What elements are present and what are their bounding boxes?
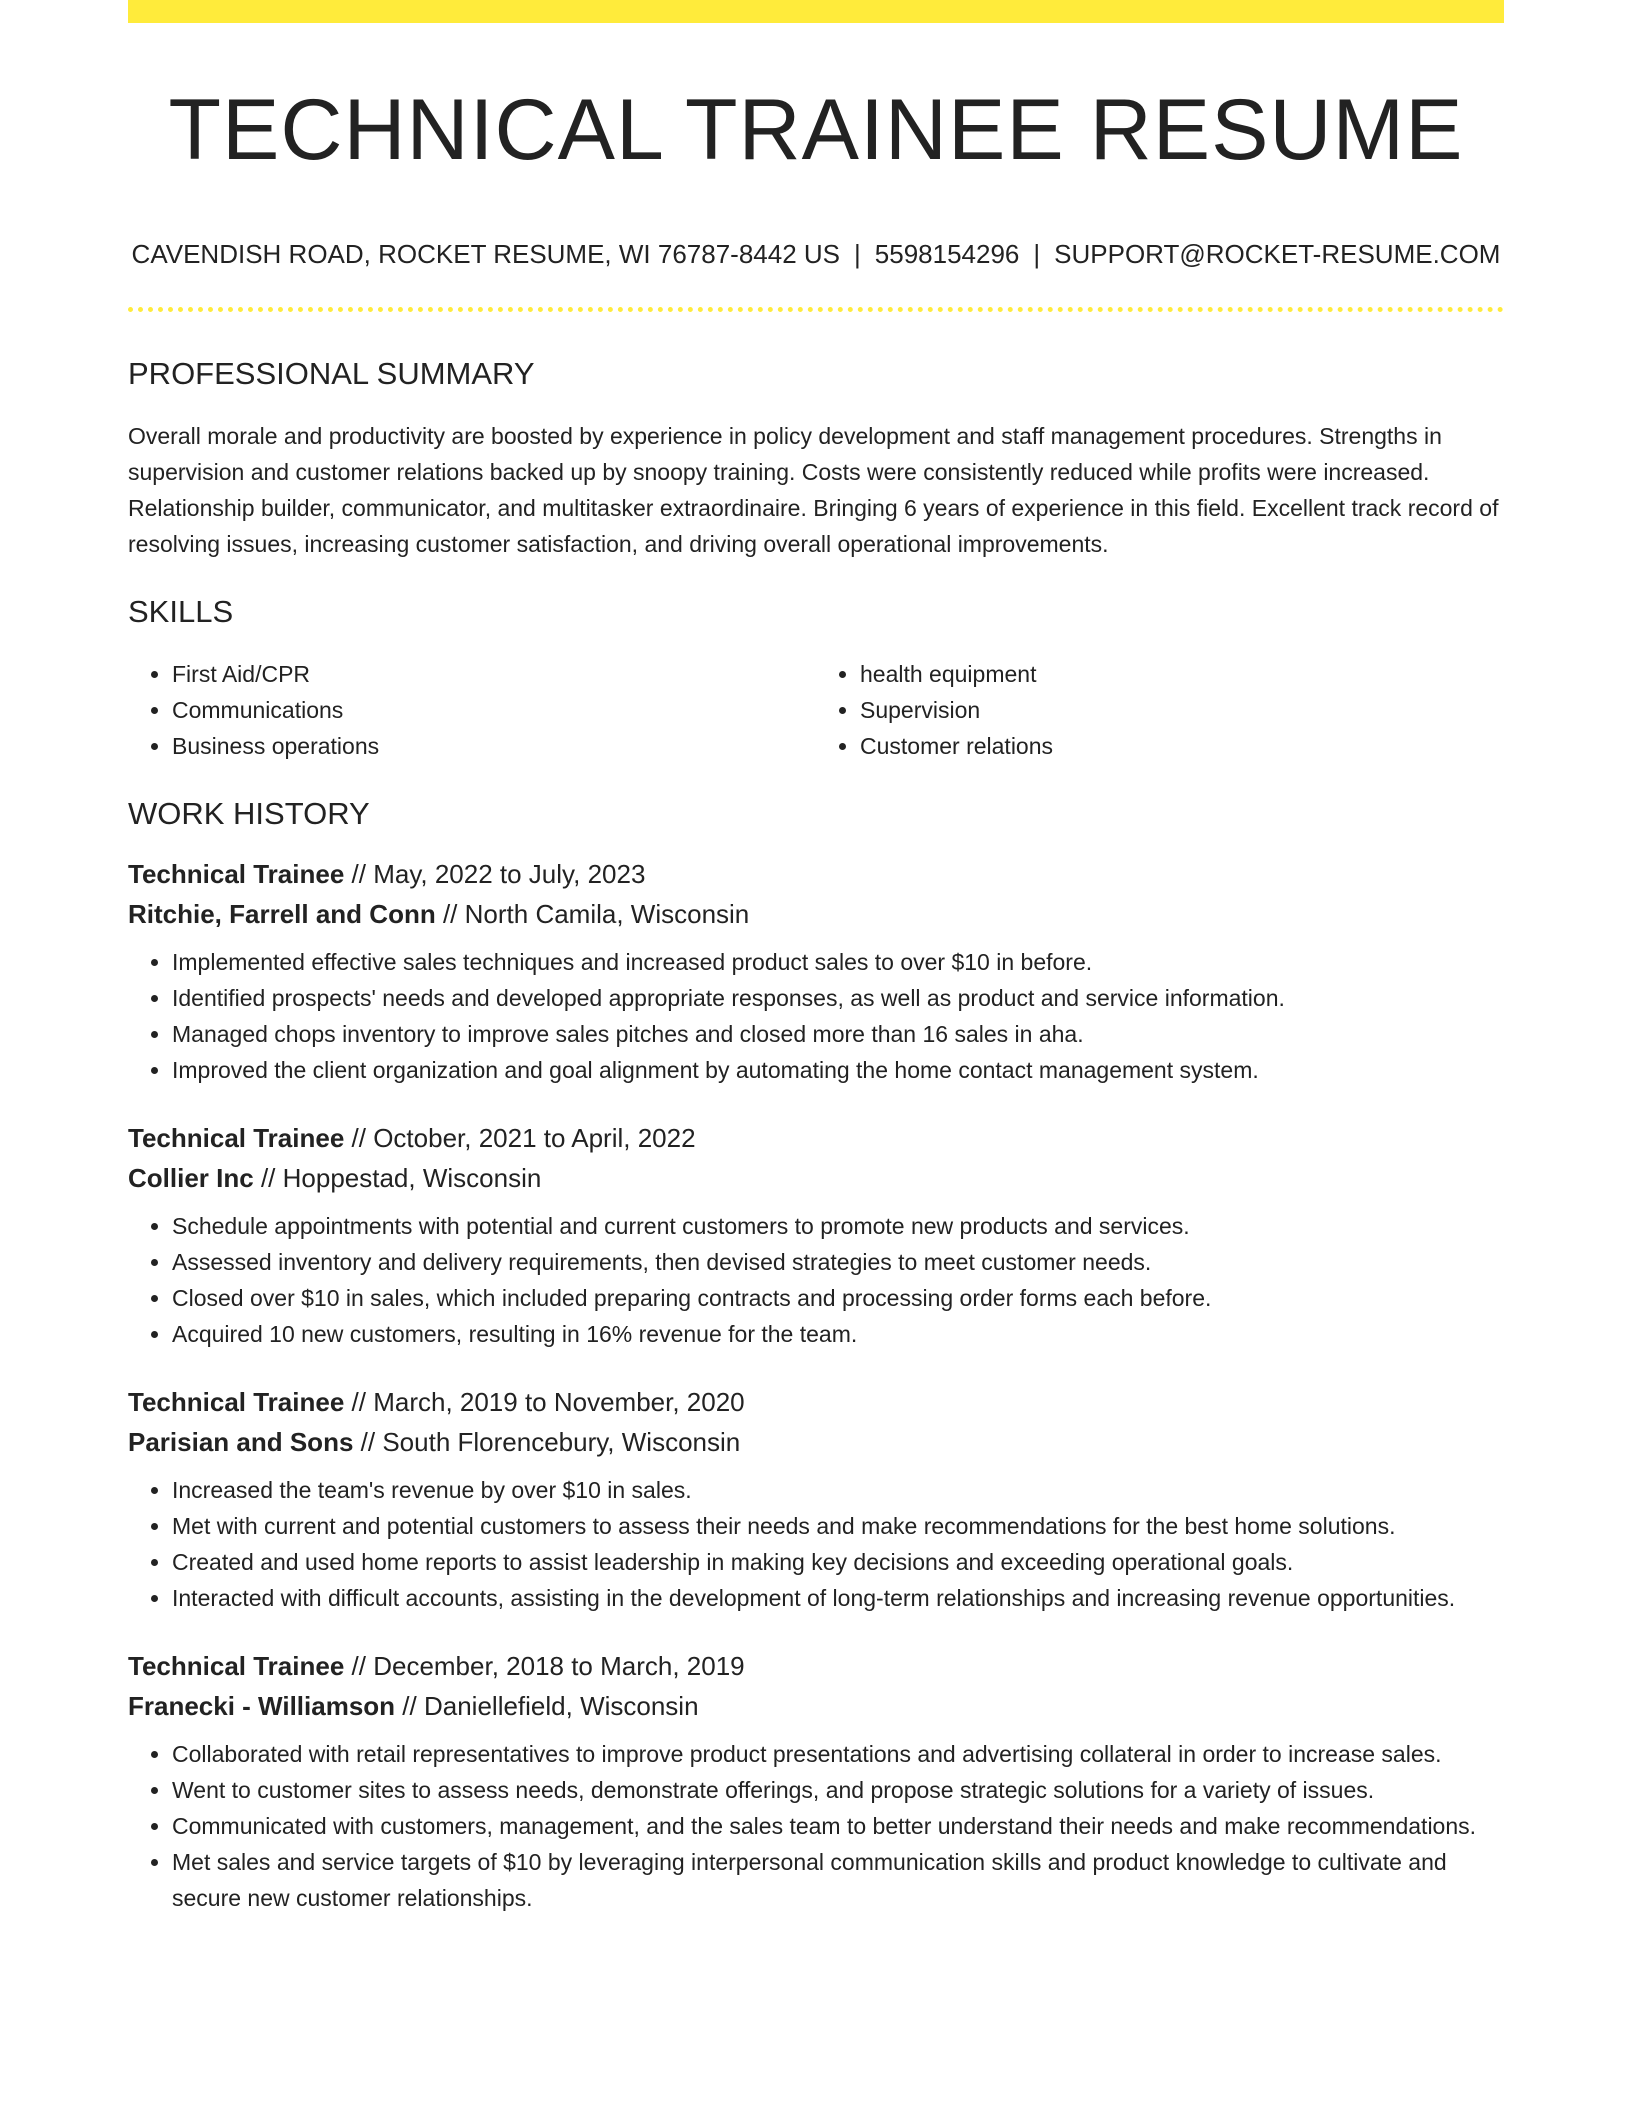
job-entry	[128, 1646, 1504, 1916]
job-role-line	[128, 1646, 1504, 1686]
job-bullet: • Communicated with customers, management, and the sales team to better understand their needs and make recommendations.	[172, 1808, 1504, 1844]
job-bullet: • Assessed inventory and delivery requirements, then devised strategies to meet customer needs.	[172, 1244, 1504, 1280]
job-role: Technical Trainee	[128, 1387, 345, 1417]
accent-bar	[128, 0, 1504, 23]
job-role: Technical Trainee	[128, 859, 345, 889]
job-role-line	[128, 854, 1504, 894]
job-company: Collier Inc	[128, 1163, 254, 1193]
skills-list-left	[128, 656, 816, 764]
address-text: CAVENDISH ROAD, ROCKET RESUME, WI 76787-8442 US	[131, 239, 841, 269]
job-dates: May, 2022 to July, 2023	[373, 859, 646, 889]
job-bullets	[128, 1472, 1504, 1616]
job-bullet: • Created and used home reports to assist leadership in making key decisions and exceeding operational goals.	[172, 1544, 1504, 1580]
job-bullet: • Collaborated with retail representatives to improve product presentations and advertising collateral in order to increase sales.	[172, 1736, 1504, 1772]
job-bullet: • Managed chops inventory to improve sales pitches and closed more than 16 sales in aha.	[172, 1016, 1504, 1052]
job-bullet: • Implemented effective sales techniques and increased product sales to over $10 in before.	[172, 944, 1504, 980]
job-bullet: • Improved the client organization and goal alignment by automating the home contact management system.	[172, 1052, 1504, 1088]
job-role: Technical Trainee	[128, 1651, 345, 1681]
phone-text: 5598154296	[874, 239, 1020, 269]
job-location: North Camila, Wisconsin	[464, 899, 750, 929]
summary-heading: PROFESSIONAL SUMMARY	[128, 356, 535, 391]
job-entry	[128, 854, 1504, 1088]
job-location: South Florencebury, Wisconsin	[382, 1427, 741, 1457]
job-dates: October, 2021 to April, 2022	[373, 1123, 696, 1153]
job-entry	[128, 1382, 1504, 1616]
skills-section	[128, 590, 1504, 764]
skill-item: • Communications	[172, 692, 816, 728]
job-entry	[128, 1118, 1504, 1352]
job-bullet: • Met sales and service targets of $10 by leveraging interpersonal communication skills and product knowledge to cultivate and secure new customer relationships.	[172, 1844, 1504, 1916]
job-separator: //	[351, 859, 366, 889]
job-location: Daniellefield, Wisconsin	[423, 1691, 699, 1721]
job-role: Technical Trainee	[128, 1123, 345, 1153]
skill-item: • Business operations	[172, 728, 816, 764]
job-bullet: • Identified prospects' needs and developed appropriate responses, as well as product and service information.	[172, 980, 1504, 1016]
skills-columns	[128, 656, 1504, 764]
job-company-line	[128, 1422, 1504, 1462]
skills-list-right	[816, 656, 1504, 764]
job-bullet: • Schedule appointments with potential and current customers to promote new products and services.	[172, 1208, 1504, 1244]
job-bullet: • Closed over $10 in sales, which included preparing contracts and processing order forms each before.	[172, 1280, 1504, 1316]
skill-item: • Supervision	[860, 692, 1504, 728]
skills-heading: SKILLS	[128, 594, 234, 629]
contact-line	[128, 236, 1504, 272]
job-dates: March, 2019 to November, 2020	[373, 1387, 745, 1417]
job-company-line	[128, 894, 1504, 934]
dotted-divider	[128, 307, 1504, 312]
job-bullet: • Acquired 10 new customers, resulting in 16% revenue for the team.	[172, 1316, 1504, 1352]
job-separator: //	[360, 1427, 376, 1457]
resume-body	[128, 352, 1504, 1946]
job-bullets	[128, 1208, 1504, 1352]
summary-text: Overall morale and productivity are boosted by experience in policy development and staff management procedures. Strengths in supervision and customer relations backed up by snoopy training. Costs were consistently reduced while profits were increased. Relationship builder, communicator, and multitasker extraordinaire. Bringing 6 years of experience in this field. Excellent track record of resolving issues, increasing customer satisfaction, and driving overall operational improvements.	[128, 423, 1499, 557]
skill-item: • Customer relations	[860, 728, 1504, 764]
job-separator: //	[351, 1651, 366, 1681]
job-role-line	[128, 1382, 1504, 1422]
work-history-heading: WORK HISTORY	[128, 796, 370, 831]
job-bullets	[128, 1736, 1504, 1916]
job-company: Ritchie, Farrell and Conn	[128, 899, 436, 929]
job-separator: //	[351, 1387, 366, 1417]
email-text: SUPPORT@ROCKET-RESUME.COM	[1054, 239, 1501, 269]
contact-separator: |	[1033, 239, 1041, 269]
job-company: Parisian and Sons	[128, 1427, 354, 1457]
job-dates: December, 2018 to March, 2019	[373, 1651, 745, 1681]
job-separator: //	[402, 1691, 417, 1721]
job-bullet: • Went to customer sites to assess needs, demonstrate offerings, and propose strategic solutions for a variety of issues.	[172, 1772, 1504, 1808]
work-history-section	[128, 792, 1504, 1916]
job-role-line	[128, 1118, 1504, 1158]
job-bullets	[128, 944, 1504, 1088]
job-separator: //	[260, 1163, 276, 1193]
job-separator: //	[351, 1123, 366, 1153]
summary-section	[128, 352, 1504, 562]
contact-separator: |	[854, 239, 861, 269]
job-location: Hoppestad, Wisconsin	[282, 1163, 542, 1193]
skill-item: • First Aid/CPR	[172, 656, 816, 692]
resume-title: TECHNICAL TRAINEE RESUME	[168, 82, 1464, 178]
job-company-line	[128, 1686, 1504, 1726]
job-separator: //	[442, 899, 458, 929]
job-company-line	[128, 1158, 1504, 1198]
skill-item: • health equipment	[860, 656, 1504, 692]
job-bullet: • Met with current and potential customers to assess their needs and make recommendations for the best home solutions.	[172, 1508, 1504, 1544]
job-bullet: • Interacted with difficult accounts, assisting in the development of long-term relationships and increasing revenue opportunities.	[172, 1580, 1504, 1616]
job-bullet: • Increased the team's revenue by over $10 in sales.	[172, 1472, 1504, 1508]
job-company: Franecki - Williamson	[128, 1691, 396, 1721]
